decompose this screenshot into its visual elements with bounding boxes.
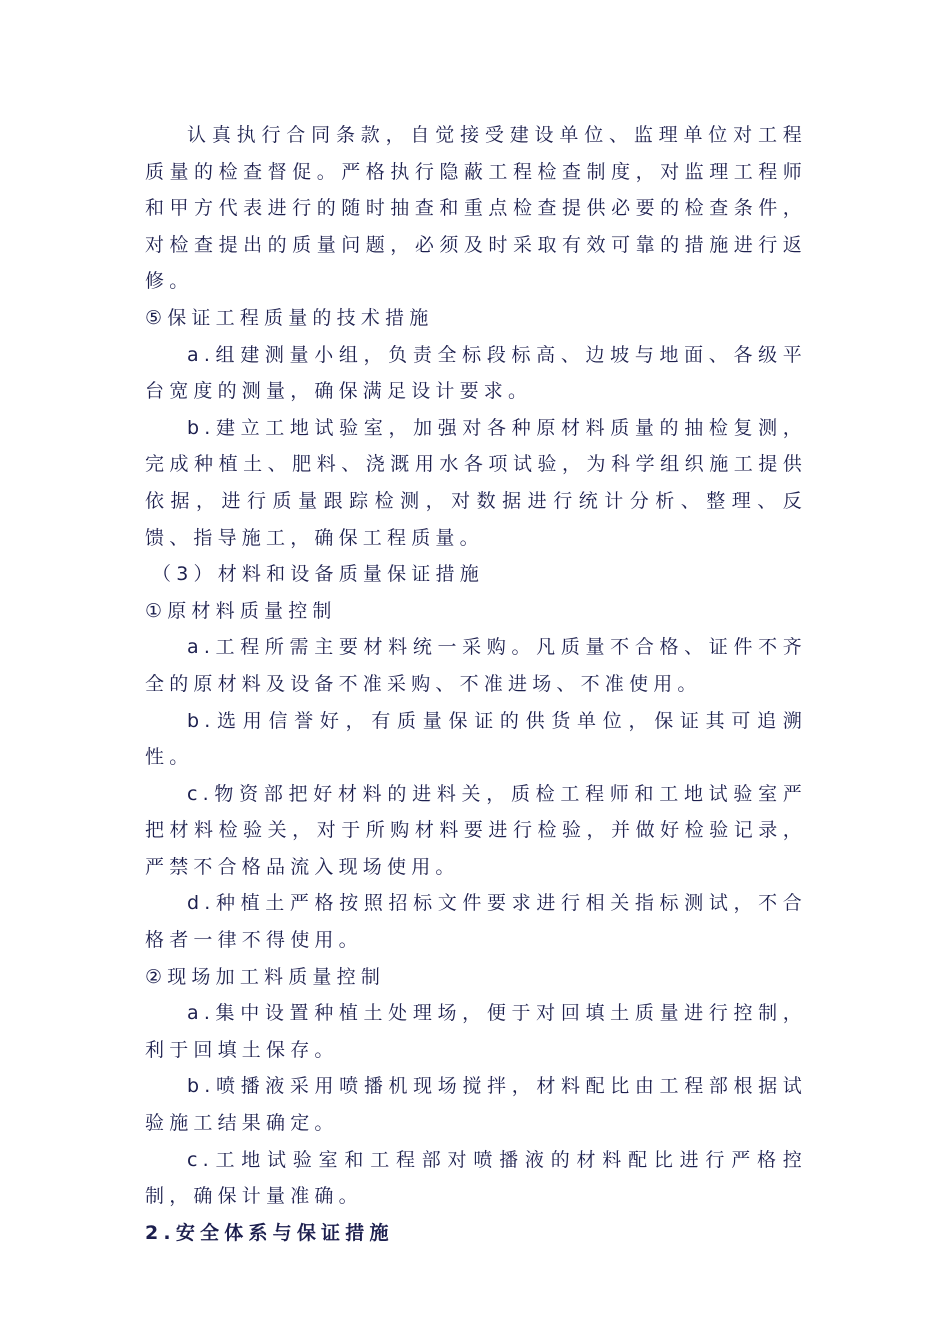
list-item-material-inspection: c.物资部把好材料的进料关，质检工程师和工地试验室严把材料检验关，对于所购材料要进行检验，并做好检验记录，严禁不合格品流入现场使用。 xyxy=(145,782,807,878)
document-page xyxy=(145,117,807,1251)
list-item-supplier-selection: b.选用信誉好，有质量保证的供货单位，保证其可追溯性。 xyxy=(145,709,807,769)
list-item-soil-testing: d.种植土严格按照招标文件要求进行相关指标测试，不合格者一律不得使用。 xyxy=(145,892,807,952)
heading-materials-equipment: （3）材料和设备质量保证措施 xyxy=(152,563,484,586)
heading-onsite-processing-control: ②现场加工料质量控制 xyxy=(145,965,386,988)
list-item-spray-mixing: b.喷播液采用喷播机现场搅拌，材料配比由工程部根据试验施工结果确定。 xyxy=(145,1075,807,1135)
list-item-unified-purchase: a.工程所需主要材料统一采购。凡质量不合格、证件不齐全的原材料及设备不准采购、不准进场、不准使用。 xyxy=(145,636,807,695)
paragraph-supervision: 认真执行合同条款，自觉接受建设单位、监理单位对工程质量的检查督促。严格执行隐蔽工程检查制度，对监理工程师和甲方代表进行的随时抽查和重点检查提供必要的检查条件，对检查提出的质量问题，必须及时采取有效可靠的措施进行返修。 xyxy=(145,124,807,293)
list-item-soil-treatment: a.集中设置种植土处理场，便于对回填土质量进行控制，利于回填土保存。 xyxy=(145,1002,807,1061)
section-heading-safety: 2.安全体系与保证措施 xyxy=(145,1221,394,1244)
list-item-ratio-control: c.工地试验室和工程部对喷播液的材料配比进行严格控制，确保计量准确。 xyxy=(145,1148,807,1208)
heading-raw-material-control: ①原材料质量控制 xyxy=(145,599,337,622)
heading-technical-measures: ⑤保证工程质量的技术措施 xyxy=(145,306,434,329)
list-item-survey-team: a.组建测量小组，负责全标段标高、边坡与地面、各级平台宽度的测量，确保满足设计要求。 xyxy=(145,343,807,403)
list-item-field-lab: b.建立工地试验室，加强对各种原材料质量的抽检复测，完成种植土、肥料、浇溉用水各项试验，为科学组织施工提供依据，进行质量跟踪检测，对数据进行统计分析、整理、反馈、指导施工，确保工程质量。 xyxy=(145,416,807,549)
